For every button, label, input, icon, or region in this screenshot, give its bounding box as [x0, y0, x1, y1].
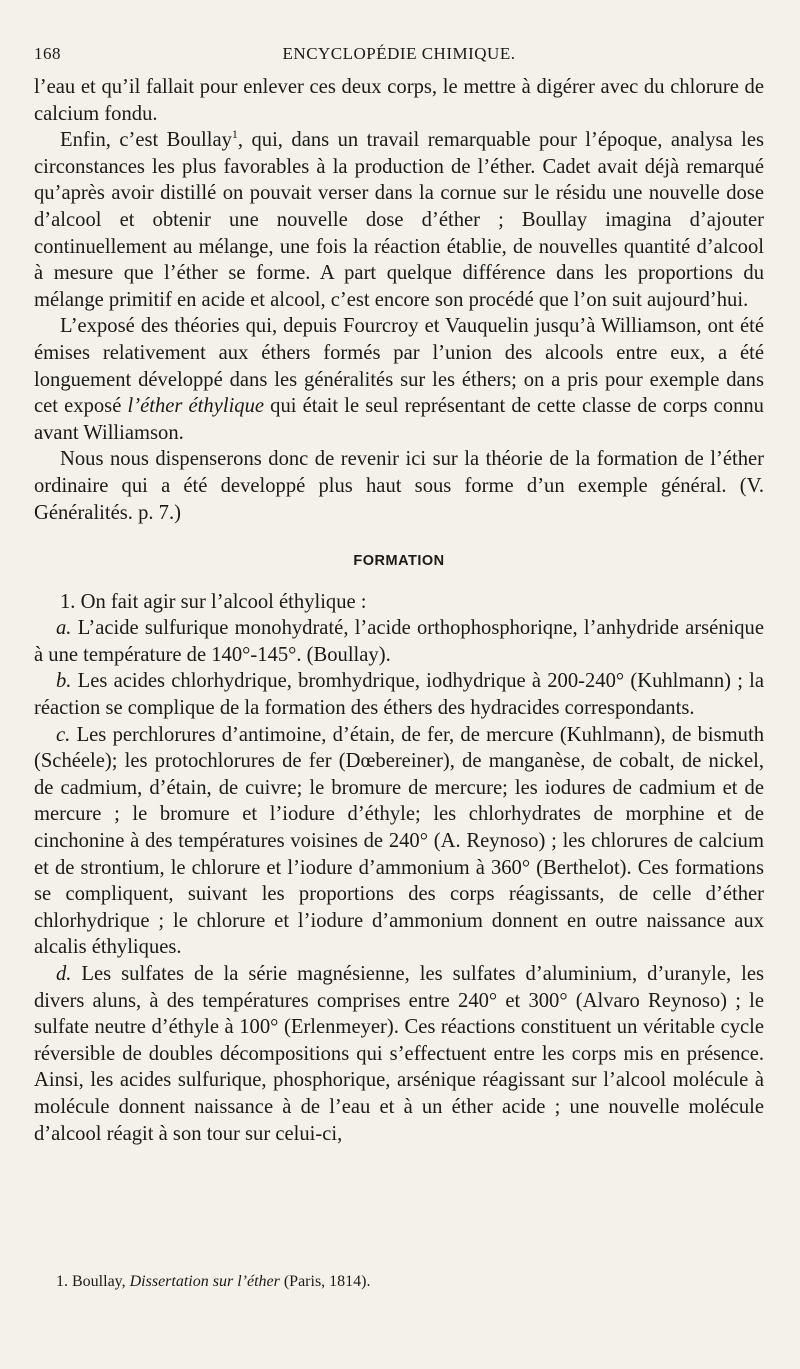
item-text: Les perchlorures d’antimoine, d’étain, de fer, de mercure (Kuhlmann), de bismuth (Schéele); les protochlorures de fer (Dœbereiner), de manganèse, de cobalt, de nickel, de cadmium, d’étain, de cuivre; le bromure de mercure; les iodures de cadmium et de mercure ; le bromure et l’iodure d’éthyle; les chlorhydrates de morphine et de cinchonine à des températures voisines de 240° (A. Reynoso) ; les chlorures de calcium et de strontium, le chlorure et l’iodure d’ammonium à 360° (Berthelot). Ces formations se compliquent, suivant les proportions des corps réagissants, de celle d’éther chlorhydrique ; le chlorure et l’iodure d’ammonium donnent en outre naissance aux alcalis éthyliques.	[34, 723, 764, 959]
paragraph-theories-end: qui était le seul représentant de cette classe de corps connu avant Williamson.	[34, 395, 764, 444]
running-title: ENCYCLOPÉDIE CHIMIQUE.	[282, 44, 516, 63]
formation-item-d	[34, 961, 764, 1147]
paragraph-theories-start: L’exposé des théories qui, depuis Fourcroy et Vauquelin jusqu’à Williamson, ont été émises relativement aux éthers formés par l’union des alcools entre eux, a été longuement développé dans les généralités sur les éthers; on a pris pour exemple dans cet exposé	[34, 315, 764, 418]
paragraph-boullay-start: Enfin, c’est Boullay	[60, 129, 232, 152]
paragraph-theories	[34, 313, 764, 446]
running-head	[34, 40, 764, 70]
item-text: Les sulfates de la série magnésienne, les sulfates d’aluminium, d’uranyle, les divers aluns, à des températures comprises entre 240° et 300° (Alvaro Reynoso) ; le sulfate neutre d’éthyle à 100° (Erlenmeyer). Ces réactions constituent un véritable cycle réversible de doubles décompositions qui s’effectuent entre les corps mis en présence. Ainsi, les acides sulfurique, phosphorique, arsénique réagissant sur l’alcool molécule à molécule donnent naissance à de l’eau et à un éther acide ; une nouvelle molécule d’alcool réagit à son tour sur celui-ci,	[34, 963, 764, 1145]
footnote-marker: 1.	[56, 1273, 68, 1290]
footnote-title: Dissertation sur l’éther	[129, 1273, 280, 1290]
footnote-reference[interactable]: 1	[231, 127, 238, 142]
body-text	[34, 74, 764, 1147]
paragraph-continuation: l’eau et qu’il fallait pour enlever ces deux corps, le mettre à digérer avec du chlorure de calcium fondu.	[34, 76, 764, 125]
item-letter: b.	[56, 670, 72, 693]
footnote-rest: (Paris, 1814).	[279, 1273, 371, 1290]
item-letter: a.	[56, 617, 72, 640]
footnote-author: Boullay,	[68, 1273, 130, 1290]
item-text: Les acides chlorhydrique, bromhydrique, iodhydrique à 200-240° (Kuhlmann) ; la réaction se complique de la formation des éthers des hydracides correspondants.	[34, 670, 764, 720]
italic-ether-ethylique: l’éther éthylique	[127, 395, 265, 418]
paragraph-boullay-end: , qui, dans un travail remarquable pour l’époque, analysa les circonstances les plus favorables à la production de l’éther. Cadet avait déjà remarqué qu’après avoir distillé on pouvait verser dans la cornue sur le résidu une nouvelle dose d’alcool et obtenir une nouvelle dose d’éther ; Boullay imagina d’ajouter continuellement au mélange, une fois la réaction établie, de nouvelles quantité d’alcool à mesure que l’éther se forme. A part quelque différence dans les proportions du mélange primitif en acide et alcool, c’est encore son procédé que l’on suit aujourd’hui.	[34, 129, 764, 311]
footnote	[56, 1272, 764, 1292]
paragraph-boullay	[34, 127, 764, 313]
page-number: 168	[34, 44, 61, 63]
formation-item-a	[34, 615, 764, 668]
formation-item-c	[34, 722, 764, 961]
item-letter: d.	[56, 963, 72, 985]
section-title: FORMATION	[353, 553, 445, 570]
item-text: L’acide sulfurique monohydraté, l’acide orthophosphoriqne, l’anhydride arsénique à une température de 140°-145°. (Boullay).	[34, 617, 764, 666]
item-letter: c.	[56, 723, 71, 746]
paragraph-dispense: Nous nous dispenserons donc de revenir ici sur la théorie de la formation de l’éther ordinaire qui a été developpé plus haut sous forme d’un exemple général. (V. Généralités. p. 7.)	[34, 448, 764, 524]
formation-intro: 1. On fait agir sur l’alcool éthylique :	[60, 590, 367, 613]
formation-item-b	[34, 668, 764, 721]
